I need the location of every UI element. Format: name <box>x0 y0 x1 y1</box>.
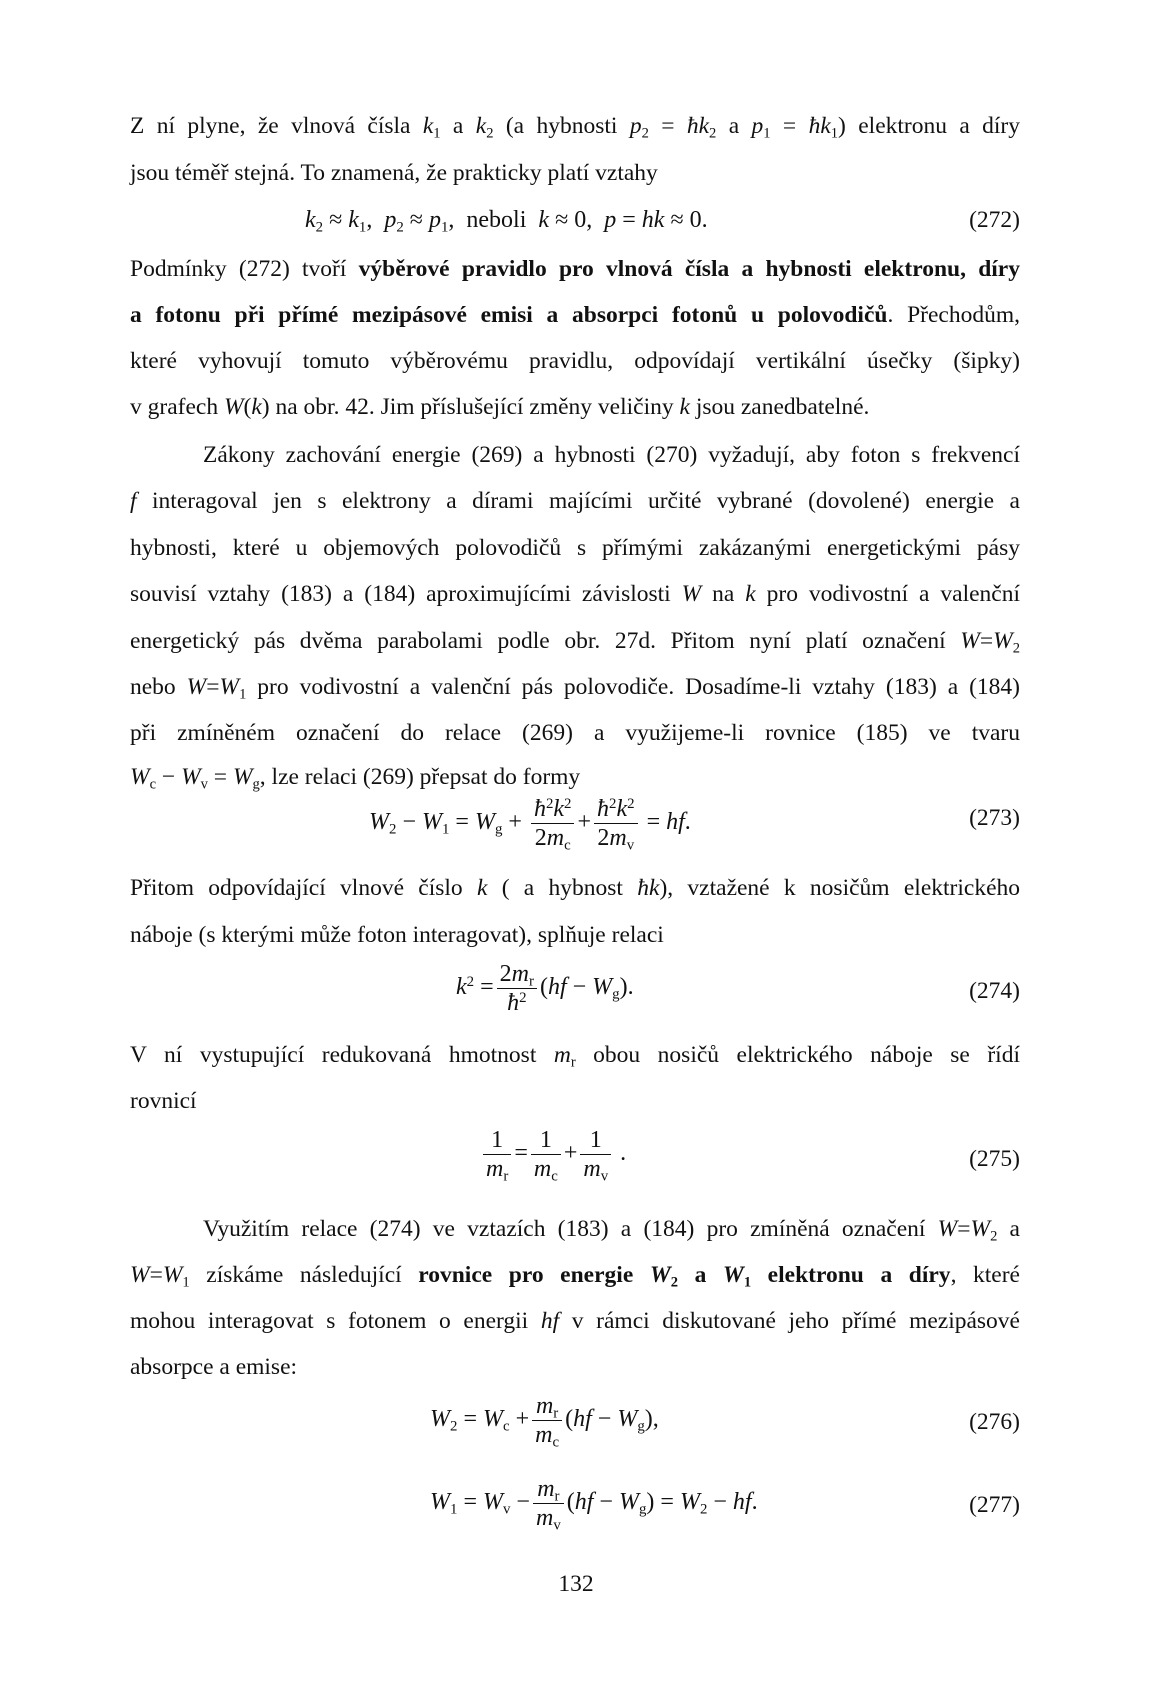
page-number: 132 <box>558 1571 594 1597</box>
equation-number: (272) <box>969 207 1020 233</box>
equation-number: (273) <box>969 805 1020 831</box>
equation-277: $W_1 = W_v$ − $\frac{m_r}{m_v}$ $(hf - W_g) = W_2$ − hf. <box>430 1476 758 1534</box>
equation-274: $k^2$ = $\frac{2m_r}{ħ^2}$ $(hf - W_g)$. <box>456 961 634 1016</box>
text-line: při zmíněném označení do relace (269) a využijeme-li rovnice (185) ve tvaru <box>130 720 1020 746</box>
text-line: Zákony zachování energie (269) a hybnosti (270) vyžadují, aby foton s frekvencí <box>203 442 1020 468</box>
text-line: rovnicí <box>130 1088 197 1114</box>
text-line: které vyhovují tomuto výběrovému pravidlu, odpovídají vertikální úsečky (šipky) <box>130 348 1020 374</box>
text-line: $W=W_1$ získáme následující rovnice pro energie $W_2$ a $W_1$ elektronu a díry, které <box>130 1262 1020 1291</box>
text-line: Přitom odpovídající vlnové číslo k ( a hybnost ħk), vztažené k nosičům elektrického <box>130 875 1020 901</box>
text-line: Využitím relace (274) ve vztazích (183) a (184) pro zmíněná označení $W=W_2$ a <box>203 1216 1020 1245</box>
equation-number: (274) <box>969 978 1020 1004</box>
text-line: $W_c - W_v = W_g$, lze relaci (269) přepsat do formy <box>130 764 581 793</box>
equation-number: (277) <box>969 1492 1020 1518</box>
text-line: v grafech W(k) na obr. 42. Jim příslušející změny veličiny k jsou zanedbatelné. <box>130 394 870 420</box>
text-line: jsou téměř stejná. To znamená, že prakticky platí vztahy <box>130 160 658 186</box>
text-line: nebo $W=W_1$ pro vodivostní a valenční pás polovodiče. Dosadíme-li vztahy (183) a (184) <box>130 674 1021 703</box>
text-line: mohou interagovat s fotonem o energii hf v rámci diskutované jeho přímé mezipásové <box>130 1308 1020 1334</box>
text-line: f interagoval jen s elektrony a dírami majícími určité vybrané (dovolené) energie a <box>130 488 1020 514</box>
text-line: Z ní plyne, že vlnová čísla $k_1$ a $k_2$ (a hybnosti $p_2$ = $ħk_2$ a $p_1$ = $ħk_1$) elektronu a díry <box>130 113 1021 142</box>
equation-number: (276) <box>969 1409 1020 1435</box>
equation-273: $W_2 - W_1 = W_g$ + $\frac{ħ^2k^2}{2m_c}$ + $\frac{ħ^2k^2}{2m_v}$ = hf. <box>369 795 691 854</box>
equation-275: $\frac{1}{m_r}$ = $\frac{1}{m_c}$ + $\frac{1}{m_v}$ . <box>480 1126 626 1183</box>
text-line: V ní vystupující redukovaná hmotnost $m_r$ obou nosičů elektrického náboje se řídí <box>130 1042 1020 1071</box>
text-line: a fotonu při přímé mezipásové emisi a absorpci fotonů u polovodičů. Přechodům, <box>130 302 1020 328</box>
text-line: Podmínky (272) tvoří výběrové pravidlo pro vlnová čísla a hybnosti elektronu, díry <box>130 256 1020 282</box>
equation-276: $W_2 = W_c$ + $\frac{m_r}{m_c}$ $(hf - W_g)$, <box>430 1393 659 1451</box>
equation-number: (275) <box>969 1146 1020 1172</box>
text-line: souvisí vztahy (183) a (184) aproximujícími závislosti W na k pro vodivostní a valenční <box>130 581 1020 607</box>
text-line: hybnosti, které u objemových polovodičů s přímými zakázanými energetickými pásy <box>130 535 1020 561</box>
text-line: energetický pás dvěma parabolami podle obr. 27d. Přitom nyní platí označení $W=W_2$ <box>130 628 1020 657</box>
text-line: náboje (s kterými může foton interagovat), splňuje relaci <box>130 922 664 948</box>
text-line: absorpce a emise: <box>130 1354 298 1380</box>
equation-272: $k_2 \approx k_1$, $p_2 \approx p_1$, neboli k ≈ 0, p = hk ≈ 0. <box>305 207 708 236</box>
